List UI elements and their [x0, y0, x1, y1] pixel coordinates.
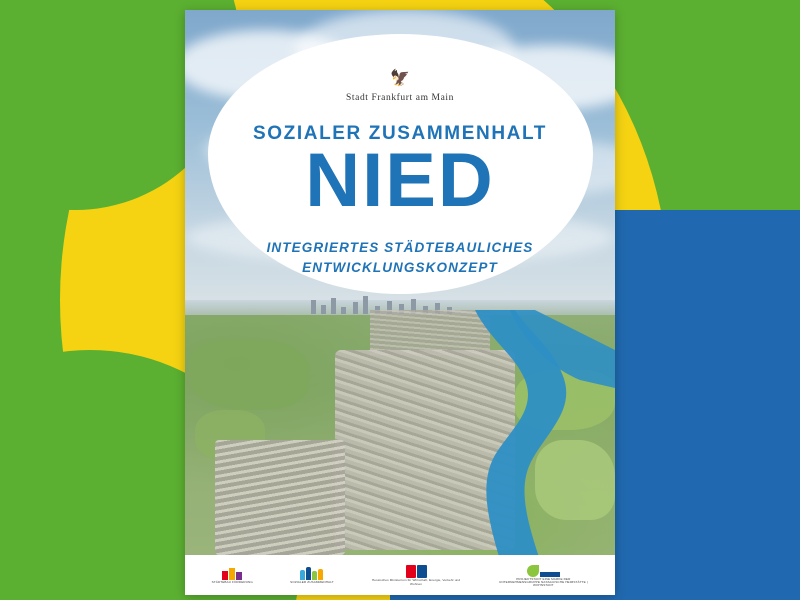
house-shapes-icon: [222, 566, 242, 580]
cover-title: NIED: [305, 138, 495, 223]
eagle-crest-icon: 🦅: [390, 70, 410, 87]
cover-kicker: SOZIALER ZUSAMMENHALT: [253, 123, 547, 144]
footer-logo-strip: [185, 555, 615, 595]
report-cover: [185, 10, 615, 595]
cover-subtitle-line1: INTEGRIERTES STÄDTEBAULICHES: [266, 240, 534, 255]
leaf-icon: [527, 563, 560, 577]
cover-subtitle-line2: ENTWICKLUNGSKONZEPT: [302, 259, 498, 275]
logo-land-hessen: [371, 564, 461, 585]
logo-sozialer-zusammenhalt: [290, 566, 334, 584]
city-crest-label: Stadt Frankfurt am Main: [346, 93, 454, 103]
logo-caption: Hessisches Ministerium für Wirtschaft, Energie, Verkehr und Wohnen: [371, 578, 461, 586]
logo-caption: STÄDTEBAU FÖRDERUNG: [211, 579, 253, 584]
logo-staedtebaufoerderung: [212, 566, 253, 584]
people-icon: [300, 566, 323, 580]
logo-caption: SOZIALER ZUSAMMENHALT: [290, 579, 334, 584]
river-main: [415, 310, 615, 555]
hessen-lion-icon: [406, 564, 427, 578]
city-crest: [185, 70, 615, 103]
cover-subtitle: [185, 238, 615, 277]
field: [189, 340, 309, 410]
aerial-photo: [185, 10, 615, 555]
urban-block: [215, 440, 345, 555]
logo-projektstadt: [498, 563, 588, 588]
logo-caption: PROJEKTSTADT EINE MARKE DER UNTERNEHMENSGRUPPE NASSAUISCHE HEIMSTÄTTE | WOHNSTADT: [499, 576, 588, 588]
